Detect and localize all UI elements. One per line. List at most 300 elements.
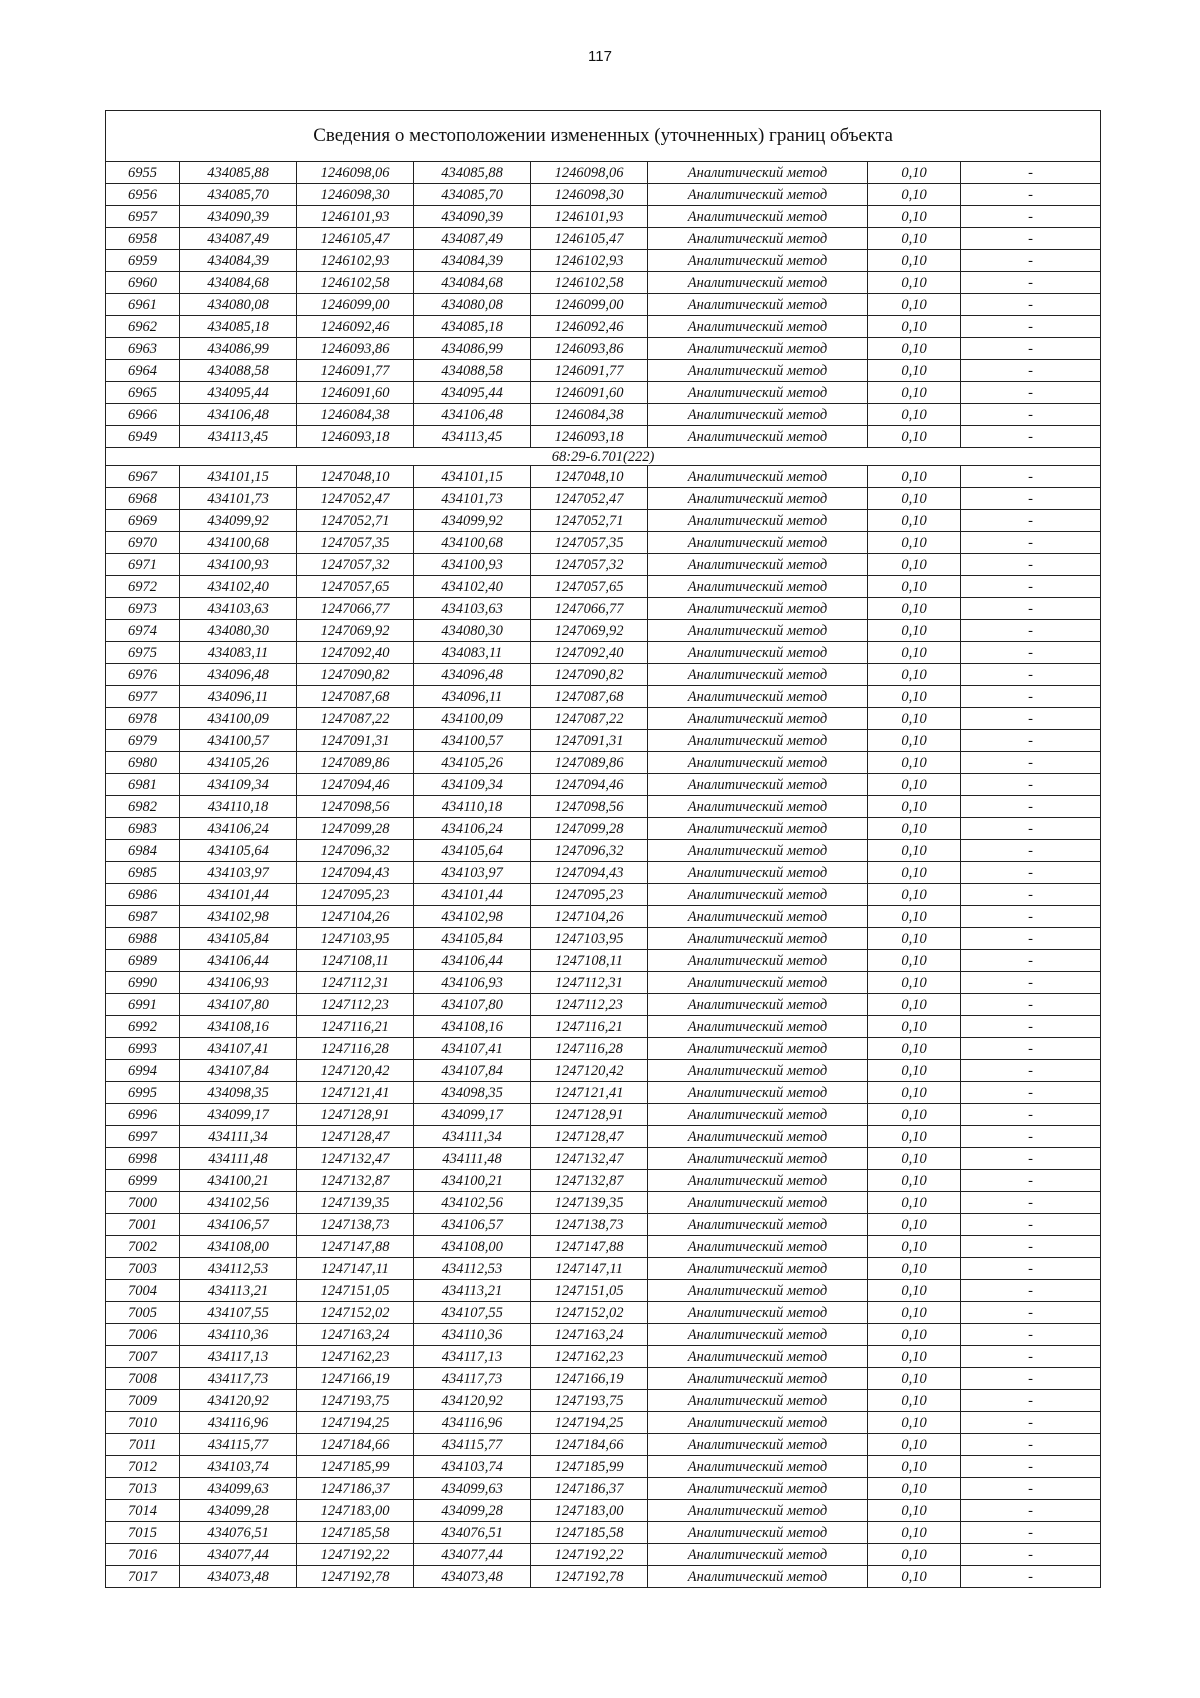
table-row — [106, 950, 1101, 972]
y-old-cell: 1247194,25 — [297, 1412, 414, 1434]
x-old-cell: 434101,15 — [180, 466, 297, 488]
description-cell: - — [961, 488, 1101, 510]
x-new-cell: 434115,77 — [414, 1434, 531, 1456]
accuracy-cell: 0,10 — [868, 598, 961, 620]
x-new-cell: 434111,34 — [414, 1126, 531, 1148]
y-old-cell: 1247057,32 — [297, 554, 414, 576]
y-old-cell: 1247184,66 — [297, 1434, 414, 1456]
description-cell: - — [961, 576, 1101, 598]
point-number-cell: 6977 — [106, 686, 180, 708]
table-row — [106, 664, 1101, 686]
y-old-cell: 1247066,77 — [297, 598, 414, 620]
section-label: 68:29-6.701(222) — [106, 448, 1101, 466]
boundary-coordinates-table — [105, 110, 1101, 1588]
y-new-cell: 1247052,47 — [531, 488, 648, 510]
point-number-cell: 7012 — [106, 1456, 180, 1478]
x-old-cell: 434099,92 — [180, 510, 297, 532]
y-new-cell: 1247132,87 — [531, 1170, 648, 1192]
y-old-cell: 1247147,11 — [297, 1258, 414, 1280]
y-new-cell: 1246101,93 — [531, 206, 648, 228]
y-old-cell: 1246105,47 — [297, 228, 414, 250]
table-row — [106, 1500, 1101, 1522]
table-row — [106, 1566, 1101, 1588]
table-row — [106, 730, 1101, 752]
y-new-cell: 1247128,91 — [531, 1104, 648, 1126]
accuracy-cell: 0,10 — [868, 884, 961, 906]
accuracy-cell: 0,10 — [868, 488, 961, 510]
x-old-cell: 434103,63 — [180, 598, 297, 620]
table-row — [106, 840, 1101, 862]
table-row — [106, 752, 1101, 774]
method-cell: Аналитический метод — [648, 1544, 868, 1566]
y-new-cell: 1246084,38 — [531, 404, 648, 426]
y-old-cell: 1246099,00 — [297, 294, 414, 316]
table-row — [106, 972, 1101, 994]
x-old-cell: 434105,26 — [180, 752, 297, 774]
accuracy-cell: 0,10 — [868, 316, 961, 338]
y-new-cell: 1247185,99 — [531, 1456, 648, 1478]
y-new-cell: 1246102,93 — [531, 250, 648, 272]
method-cell: Аналитический метод — [648, 1236, 868, 1258]
y-old-cell: 1247132,87 — [297, 1170, 414, 1192]
y-old-cell: 1247094,46 — [297, 774, 414, 796]
table-row — [106, 532, 1101, 554]
table-row — [106, 206, 1101, 228]
x-old-cell: 434113,45 — [180, 426, 297, 448]
accuracy-cell: 0,10 — [868, 228, 961, 250]
y-new-cell: 1247147,11 — [531, 1258, 648, 1280]
x-new-cell: 434105,64 — [414, 840, 531, 862]
description-cell: - — [961, 1214, 1101, 1236]
x-old-cell: 434073,48 — [180, 1566, 297, 1588]
point-number-cell: 6962 — [106, 316, 180, 338]
accuracy-cell: 0,10 — [868, 532, 961, 554]
y-new-cell: 1247094,43 — [531, 862, 648, 884]
description-cell: - — [961, 730, 1101, 752]
y-new-cell: 1247095,23 — [531, 884, 648, 906]
y-old-cell: 1247104,26 — [297, 906, 414, 928]
x-new-cell: 434117,73 — [414, 1368, 531, 1390]
method-cell: Аналитический метод — [648, 840, 868, 862]
method-cell: Аналитический метод — [648, 1060, 868, 1082]
x-old-cell: 434117,73 — [180, 1368, 297, 1390]
y-new-cell: 1247186,37 — [531, 1478, 648, 1500]
y-new-cell: 1247184,66 — [531, 1434, 648, 1456]
table-row — [106, 994, 1101, 1016]
x-new-cell: 434076,51 — [414, 1522, 531, 1544]
x-new-cell: 434084,68 — [414, 272, 531, 294]
x-new-cell: 434084,39 — [414, 250, 531, 272]
method-cell: Аналитический метод — [648, 862, 868, 884]
x-new-cell: 434107,84 — [414, 1060, 531, 1082]
description-cell: - — [961, 1368, 1101, 1390]
description-cell: - — [961, 184, 1101, 206]
x-old-cell: 434084,39 — [180, 250, 297, 272]
y-new-cell: 1247103,95 — [531, 928, 648, 950]
y-old-cell: 1247087,68 — [297, 686, 414, 708]
point-number-cell: 6978 — [106, 708, 180, 730]
accuracy-cell: 0,10 — [868, 1522, 961, 1544]
y-old-cell: 1247091,31 — [297, 730, 414, 752]
method-cell: Аналитический метод — [648, 1302, 868, 1324]
y-old-cell: 1247089,86 — [297, 752, 414, 774]
y-new-cell: 1247163,24 — [531, 1324, 648, 1346]
table-row — [106, 250, 1101, 272]
method-cell: Аналитический метод — [648, 1324, 868, 1346]
method-cell: Аналитический метод — [648, 972, 868, 994]
table-row — [106, 1390, 1101, 1412]
accuracy-cell: 0,10 — [868, 642, 961, 664]
method-cell: Аналитический метод — [648, 1170, 868, 1192]
x-new-cell: 434113,21 — [414, 1280, 531, 1302]
accuracy-cell: 0,10 — [868, 1434, 961, 1456]
y-new-cell: 1247183,00 — [531, 1500, 648, 1522]
x-old-cell: 434100,68 — [180, 532, 297, 554]
x-new-cell: 434102,56 — [414, 1192, 531, 1214]
point-number-cell: 6964 — [106, 360, 180, 382]
method-cell: Аналитический метод — [648, 1566, 868, 1588]
point-number-cell: 7003 — [106, 1258, 180, 1280]
method-cell: Аналитический метод — [648, 994, 868, 1016]
accuracy-cell: 0,10 — [868, 686, 961, 708]
y-new-cell: 1247057,35 — [531, 532, 648, 554]
method-cell: Аналитический метод — [648, 1258, 868, 1280]
point-number-cell: 7017 — [106, 1566, 180, 1588]
x-old-cell: 434107,41 — [180, 1038, 297, 1060]
description-cell: - — [961, 774, 1101, 796]
description-cell: - — [961, 228, 1101, 250]
point-number-cell: 6992 — [106, 1016, 180, 1038]
accuracy-cell: 0,10 — [868, 426, 961, 448]
table-row — [106, 1522, 1101, 1544]
x-old-cell: 434109,34 — [180, 774, 297, 796]
point-number-cell: 7013 — [106, 1478, 180, 1500]
point-number-cell: 6968 — [106, 488, 180, 510]
method-cell: Аналитический метод — [648, 1038, 868, 1060]
x-new-cell: 434113,45 — [414, 426, 531, 448]
x-old-cell: 434110,36 — [180, 1324, 297, 1346]
description-cell: - — [961, 818, 1101, 840]
table-row — [106, 1412, 1101, 1434]
x-new-cell: 434120,92 — [414, 1390, 531, 1412]
y-new-cell: 1247098,56 — [531, 796, 648, 818]
accuracy-cell: 0,10 — [868, 1302, 961, 1324]
y-new-cell: 1247069,92 — [531, 620, 648, 642]
description-cell: - — [961, 162, 1101, 184]
x-old-cell: 434113,21 — [180, 1280, 297, 1302]
x-new-cell: 434107,55 — [414, 1302, 531, 1324]
table-row — [106, 1478, 1101, 1500]
description-cell: - — [961, 404, 1101, 426]
method-cell: Аналитический метод — [648, 1148, 868, 1170]
method-cell: Аналитический метод — [648, 360, 868, 382]
method-cell: Аналитический метод — [648, 404, 868, 426]
x-new-cell: 434080,08 — [414, 294, 531, 316]
point-number-cell: 6974 — [106, 620, 180, 642]
y-old-cell: 1247185,58 — [297, 1522, 414, 1544]
y-old-cell: 1247103,95 — [297, 928, 414, 950]
table-row — [106, 884, 1101, 906]
description-cell: - — [961, 1126, 1101, 1148]
description-cell: - — [961, 1500, 1101, 1522]
x-new-cell: 434100,57 — [414, 730, 531, 752]
point-number-cell: 6997 — [106, 1126, 180, 1148]
point-number-cell: 7010 — [106, 1412, 180, 1434]
description-cell: - — [961, 862, 1101, 884]
y-new-cell: 1247112,23 — [531, 994, 648, 1016]
x-new-cell: 434117,13 — [414, 1346, 531, 1368]
table-row — [106, 708, 1101, 730]
method-cell: Аналитический метод — [648, 598, 868, 620]
table-row — [106, 598, 1101, 620]
accuracy-cell: 0,10 — [868, 1544, 961, 1566]
x-old-cell: 434111,48 — [180, 1148, 297, 1170]
table-row — [106, 1082, 1101, 1104]
x-old-cell: 434077,44 — [180, 1544, 297, 1566]
x-old-cell: 434099,63 — [180, 1478, 297, 1500]
y-new-cell: 1247162,23 — [531, 1346, 648, 1368]
x-new-cell: 434106,24 — [414, 818, 531, 840]
table-row — [106, 316, 1101, 338]
point-number-cell: 6991 — [106, 994, 180, 1016]
x-new-cell: 434105,26 — [414, 752, 531, 774]
y-old-cell: 1246102,58 — [297, 272, 414, 294]
description-cell: - — [961, 1060, 1101, 1082]
y-old-cell: 1247048,10 — [297, 466, 414, 488]
table-row — [106, 774, 1101, 796]
y-old-cell: 1247132,47 — [297, 1148, 414, 1170]
y-old-cell: 1247193,75 — [297, 1390, 414, 1412]
accuracy-cell: 0,10 — [868, 1060, 961, 1082]
description-cell: - — [961, 686, 1101, 708]
table-row — [106, 906, 1101, 928]
table-row — [106, 1346, 1101, 1368]
x-old-cell: 434103,97 — [180, 862, 297, 884]
x-new-cell: 434106,44 — [414, 950, 531, 972]
x-new-cell: 434101,15 — [414, 466, 531, 488]
method-cell: Аналитический метод — [648, 488, 868, 510]
x-new-cell: 434087,49 — [414, 228, 531, 250]
description-cell: - — [961, 598, 1101, 620]
description-cell: - — [961, 840, 1101, 862]
y-old-cell: 1247139,35 — [297, 1192, 414, 1214]
accuracy-cell: 0,10 — [868, 664, 961, 686]
x-new-cell: 434107,80 — [414, 994, 531, 1016]
x-old-cell: 434107,55 — [180, 1302, 297, 1324]
accuracy-cell: 0,10 — [868, 206, 961, 228]
x-old-cell: 434090,39 — [180, 206, 297, 228]
table-row — [106, 426, 1101, 448]
y-old-cell: 1247057,65 — [297, 576, 414, 598]
description-cell: - — [961, 206, 1101, 228]
table-row — [106, 1126, 1101, 1148]
x-new-cell: 434085,18 — [414, 316, 531, 338]
method-cell: Аналитический метод — [648, 382, 868, 404]
method-cell: Аналитический метод — [648, 950, 868, 972]
x-new-cell: 434100,93 — [414, 554, 531, 576]
y-new-cell: 1247089,86 — [531, 752, 648, 774]
x-new-cell: 434098,35 — [414, 1082, 531, 1104]
accuracy-cell: 0,10 — [868, 862, 961, 884]
description-cell: - — [961, 1236, 1101, 1258]
method-cell: Аналитический метод — [648, 1214, 868, 1236]
method-cell: Аналитический метод — [648, 162, 868, 184]
table-row — [106, 1214, 1101, 1236]
method-cell: Аналитический метод — [648, 1456, 868, 1478]
description-cell: - — [961, 1038, 1101, 1060]
point-number-cell: 6985 — [106, 862, 180, 884]
point-number-cell: 6973 — [106, 598, 180, 620]
description-cell: - — [961, 1478, 1101, 1500]
table-row — [106, 796, 1101, 818]
x-old-cell: 434116,96 — [180, 1412, 297, 1434]
description-cell: - — [961, 1104, 1101, 1126]
method-cell: Аналитический метод — [648, 708, 868, 730]
point-number-cell: 6988 — [106, 928, 180, 950]
point-number-cell: 6987 — [106, 906, 180, 928]
y-new-cell: 1247128,47 — [531, 1126, 648, 1148]
description-cell: - — [961, 884, 1101, 906]
x-new-cell: 434096,48 — [414, 664, 531, 686]
accuracy-cell: 0,10 — [868, 1390, 961, 1412]
table-row — [106, 338, 1101, 360]
y-old-cell: 1247152,02 — [297, 1302, 414, 1324]
x-old-cell: 434103,74 — [180, 1456, 297, 1478]
point-number-cell: 6972 — [106, 576, 180, 598]
method-cell: Аналитический метод — [648, 1104, 868, 1126]
accuracy-cell: 0,10 — [868, 1412, 961, 1434]
y-new-cell: 1246093,18 — [531, 426, 648, 448]
point-number-cell: 6967 — [106, 466, 180, 488]
y-new-cell: 1247112,31 — [531, 972, 648, 994]
point-number-cell: 6957 — [106, 206, 180, 228]
x-old-cell: 434087,49 — [180, 228, 297, 250]
point-number-cell: 6995 — [106, 1082, 180, 1104]
y-new-cell: 1247094,46 — [531, 774, 648, 796]
x-old-cell: 434105,84 — [180, 928, 297, 950]
method-cell: Аналитический метод — [648, 426, 868, 448]
x-new-cell: 434112,53 — [414, 1258, 531, 1280]
y-new-cell: 1247090,82 — [531, 664, 648, 686]
x-old-cell: 434106,44 — [180, 950, 297, 972]
x-new-cell: 434106,48 — [414, 404, 531, 426]
accuracy-cell: 0,10 — [868, 1016, 961, 1038]
accuracy-cell: 0,10 — [868, 1258, 961, 1280]
y-old-cell: 1247095,23 — [297, 884, 414, 906]
description-cell: - — [961, 1302, 1101, 1324]
x-old-cell: 434084,68 — [180, 272, 297, 294]
description-cell: - — [961, 294, 1101, 316]
method-cell: Аналитический метод — [648, 620, 868, 642]
accuracy-cell: 0,10 — [868, 1566, 961, 1588]
y-old-cell: 1246084,38 — [297, 404, 414, 426]
x-old-cell: 434085,88 — [180, 162, 297, 184]
method-cell: Аналитический метод — [648, 774, 868, 796]
x-new-cell: 434099,92 — [414, 510, 531, 532]
x-new-cell: 434110,18 — [414, 796, 531, 818]
method-cell: Аналитический метод — [648, 206, 868, 228]
x-old-cell: 434100,21 — [180, 1170, 297, 1192]
accuracy-cell: 0,10 — [868, 1280, 961, 1302]
accuracy-cell: 0,10 — [868, 184, 961, 206]
y-new-cell: 1247096,32 — [531, 840, 648, 862]
method-cell: Аналитический метод — [648, 466, 868, 488]
point-number-cell: 6969 — [106, 510, 180, 532]
x-old-cell: 434108,16 — [180, 1016, 297, 1038]
method-cell: Аналитический метод — [648, 576, 868, 598]
point-number-cell: 6984 — [106, 840, 180, 862]
description-cell: - — [961, 972, 1101, 994]
description-cell: - — [961, 1324, 1101, 1346]
point-number-cell: 6961 — [106, 294, 180, 316]
y-new-cell: 1247132,47 — [531, 1148, 648, 1170]
x-old-cell: 434107,80 — [180, 994, 297, 1016]
y-new-cell: 1247116,28 — [531, 1038, 648, 1060]
x-new-cell: 434080,30 — [414, 620, 531, 642]
accuracy-cell: 0,10 — [868, 708, 961, 730]
description-cell: - — [961, 1082, 1101, 1104]
point-number-cell: 6986 — [106, 884, 180, 906]
x-new-cell: 434101,73 — [414, 488, 531, 510]
x-old-cell: 434106,48 — [180, 404, 297, 426]
table-title-row — [106, 111, 1101, 162]
x-new-cell: 434106,57 — [414, 1214, 531, 1236]
x-new-cell: 434095,44 — [414, 382, 531, 404]
x-new-cell: 434109,34 — [414, 774, 531, 796]
description-cell: - — [961, 360, 1101, 382]
y-new-cell: 1246099,00 — [531, 294, 648, 316]
y-old-cell: 1247183,00 — [297, 1500, 414, 1522]
point-number-cell: 6980 — [106, 752, 180, 774]
point-number-cell: 6971 — [106, 554, 180, 576]
point-number-cell: 6959 — [106, 250, 180, 272]
table-row — [106, 1016, 1101, 1038]
x-old-cell: 434120,92 — [180, 1390, 297, 1412]
table-row — [106, 576, 1101, 598]
accuracy-cell: 0,10 — [868, 774, 961, 796]
accuracy-cell: 0,10 — [868, 294, 961, 316]
y-old-cell: 1247094,43 — [297, 862, 414, 884]
description-cell: - — [961, 532, 1101, 554]
description-cell: - — [961, 1346, 1101, 1368]
method-cell: Аналитический метод — [648, 1126, 868, 1148]
accuracy-cell: 0,10 — [868, 1082, 961, 1104]
x-new-cell: 434096,11 — [414, 686, 531, 708]
x-new-cell: 434105,84 — [414, 928, 531, 950]
table-row — [106, 1148, 1101, 1170]
table-row — [106, 642, 1101, 664]
method-cell: Аналитический метод — [648, 228, 868, 250]
description-cell: - — [961, 664, 1101, 686]
x-new-cell: 434099,63 — [414, 1478, 531, 1500]
y-new-cell: 1246098,30 — [531, 184, 648, 206]
accuracy-cell: 0,10 — [868, 752, 961, 774]
table-row — [106, 1236, 1101, 1258]
x-old-cell: 434080,08 — [180, 294, 297, 316]
point-number-cell: 6983 — [106, 818, 180, 840]
y-old-cell: 1247192,22 — [297, 1544, 414, 1566]
description-cell: - — [961, 1544, 1101, 1566]
method-cell: Аналитический метод — [648, 294, 868, 316]
description-cell: - — [961, 994, 1101, 1016]
x-new-cell: 434085,70 — [414, 184, 531, 206]
point-number-cell: 7008 — [106, 1368, 180, 1390]
y-new-cell: 1247099,28 — [531, 818, 648, 840]
accuracy-cell: 0,10 — [868, 1214, 961, 1236]
accuracy-cell: 0,10 — [868, 466, 961, 488]
x-new-cell: 434111,48 — [414, 1148, 531, 1170]
y-new-cell: 1247087,22 — [531, 708, 648, 730]
